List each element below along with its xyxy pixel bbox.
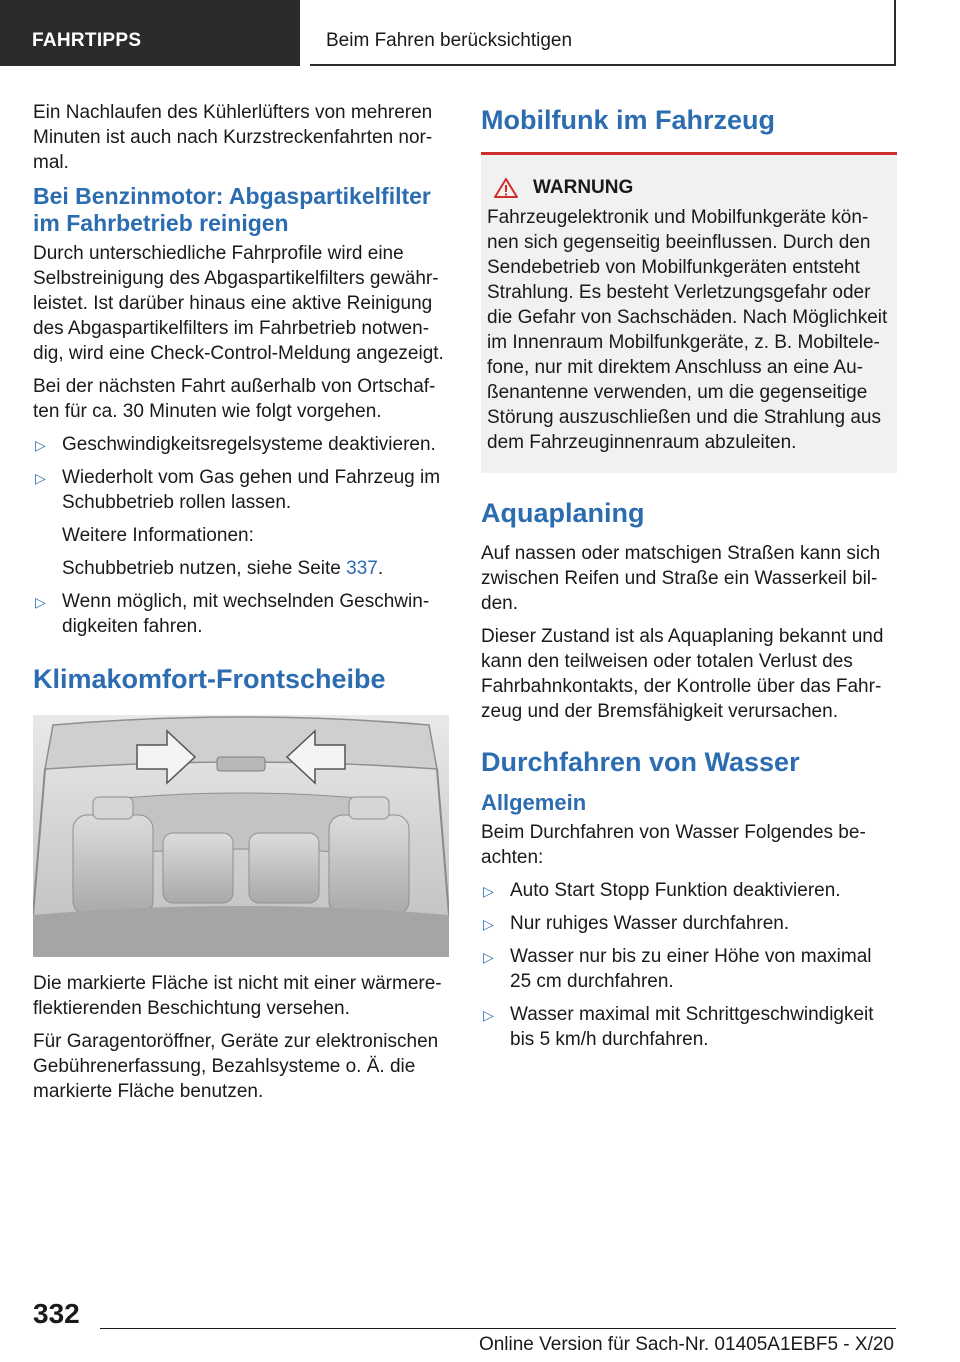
list-item: ▷ Nur ruhiges Wasser durchfahren. [481, 911, 897, 936]
windshield-figure [33, 715, 449, 957]
benzin-paragraph-1: Durch unterschiedliche Fahrprofile wird eine Selbstreinigung des Abgaspartikelfilters gewährleistet. Ist darüber hinaus eine aktive Reinigung des Abgaspartikelfilters im Fahrbetrieb notwendig, wird eine Check-Control-Meldung angezeigt. [33, 243, 444, 364]
allgemein-paragraph: Beim Durchfahren von Wasser Folgendes beachten: [481, 822, 866, 868]
list-item: ▷ Auto Start Stopp Funktion deaktivieren. [481, 878, 897, 903]
triangle-right-icon: ▷ [483, 883, 494, 899]
allgemein-heading: Allgemein [481, 790, 587, 815]
info-label: Weitere Informationen: [62, 525, 254, 546]
footer-divider [100, 1328, 896, 1329]
windshield-illustration [33, 715, 449, 957]
warning-box [481, 152, 897, 473]
page-number: 332 [33, 1298, 80, 1329]
triangle-right-icon: ▷ [483, 949, 494, 965]
wasser-bullet-list [481, 878, 897, 1052]
list-item: ▷ Wasser maximal mit Schrittgeschwindigkeit bis 5 km/h durchfahren. [483, 1004, 874, 1050]
left-column [33, 100, 449, 1112]
klima-paragraph-1: Die markierte Fläche ist nicht mit einer wärmereflektierenden Beschichtung versehen. [33, 973, 442, 1019]
klima-paragraph-2: Für Garagentoröffner, Geräte zur elektronischen Gebührenerfassung, Bezahlsysteme o. Ä. die markierte Fläche benutzen. [33, 1031, 439, 1102]
page-link-337[interactable]: 337 [346, 558, 378, 579]
list-item: ▷ Wenn möglich, mit wechselnden Geschwindigkeiten fahren. [35, 591, 430, 637]
triangle-right-icon: ▷ [35, 437, 46, 453]
benzin-heading: Bei Benzinmotor: Abgaspartikelfilter im Fahrbetrieb reinigen [33, 183, 431, 236]
triangle-right-icon: ▷ [483, 916, 494, 932]
online-version-text: Online Version für Sach-Nr. 01405A1EBF5 - X/20 [478, 1334, 894, 1355]
warning-triangle-icon [493, 177, 519, 199]
mobilfunk-heading: Mobilfunk im Fahrzeug [481, 105, 775, 135]
list-item: ▷ Geschwindigkeitsregelsysteme deaktivieren. [33, 432, 449, 457]
aquaplaning-paragraph-2: Dieser Zustand ist als Aquaplaning bekannt und kann den teilweisen oder totalen Verlust des Fahrbahnkontakts, der Kontrolle über das Fahrzeug und der Bremsfähigkeit verursachen. [481, 626, 884, 722]
list-item: ▷ Wiederholt vom Gas gehen und Fahrzeug im Schubbetrieb rollen lassen. Weitere Informationen: Schubbetrieb nutzen, siehe Seite 337. [33, 465, 449, 581]
subsection-tab: Beim Fahren berücksichtigen [310, 0, 896, 66]
wasser-heading: Durchfahren von Wasser [481, 747, 800, 777]
list-item: ▷ Wasser nur bis zu einer Höhe von maximal 25 cm durchfahren. [483, 946, 872, 992]
triangle-right-icon: ▷ [483, 1007, 494, 1023]
right-column [481, 100, 897, 1060]
section-tab: FAHRTIPPS [0, 0, 300, 66]
page-reference: Schubbetrieb nutzen, siehe Seite 337. [62, 558, 384, 579]
aquaplaning-paragraph-1: Auf nassen oder matschigen Straßen kann sich zwischen Reifen und Straße ein Wasserkeil bilden. [481, 543, 881, 614]
benzin-paragraph-2: Bei der nächsten Fahrt außerhalb von Ortschaften für ca. 30 Minuten wie folgt vorgehen. [33, 376, 436, 422]
triangle-right-icon: ▷ [35, 470, 46, 486]
warning-title: WARNUNG [487, 177, 889, 199]
intro-paragraph: Ein Nachlaufen des Kühlerlüfters von mehreren Minuten ist auch nach Kurzstreckenfahrten normal. [33, 102, 433, 173]
aquaplaning-heading: Aquaplaning [481, 498, 645, 528]
benzin-bullet-list [33, 432, 449, 639]
klima-heading: Klimakomfort-Frontscheibe [33, 664, 386, 694]
page-header [0, 0, 960, 66]
triangle-right-icon: ▷ [35, 594, 46, 610]
warning-text: Fahrzeugelektronik und Mobilfunkgeräte können sich gegenseitig beeinflussen. Durch den Sendebetrieb von Mobilfunkgeräten entsteht Strahlung. Es besteht Verletzungsgefahr oder die Gefahr von Sachschäden. Nach Möglichkeit im Innenraum Mobilfunkgeräte, z. B. Mobiltelefone, nur mit direktem Anschluss an eine Außenantenne verwenden, um die gegenseitige Störung auszuschließen und die Strahlung aus dem Fahrzeuginnenraum abzuleiten. [487, 207, 888, 453]
